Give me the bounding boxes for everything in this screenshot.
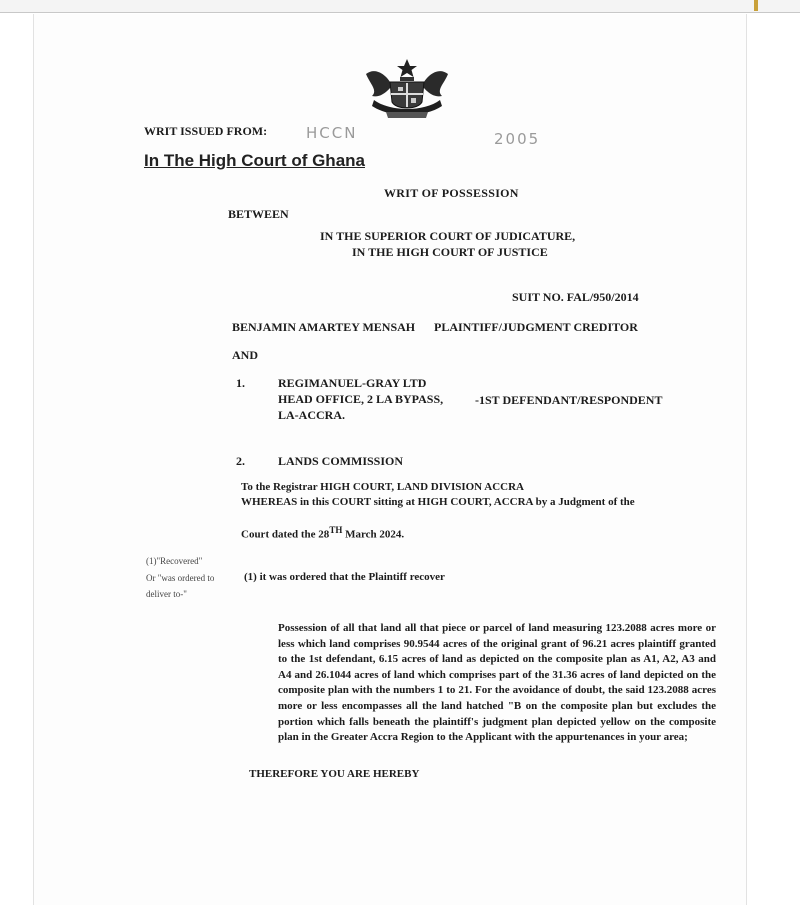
judgment-date-line (241, 525, 404, 541)
and-label: AND (232, 348, 258, 362)
top-edge-strip (0, 0, 800, 13)
defendant-1-number: 1. (236, 376, 245, 390)
coat-of-arms-icon (360, 56, 454, 122)
document-page (34, 14, 746, 905)
top-edge-marker (754, 0, 758, 11)
writ-issued-from-label: WRIT ISSUED FROM: (144, 124, 268, 138)
ordered-line: (1) it was ordered that the Plaintiff recover (244, 571, 445, 583)
handwritten-court-code: HCCN (306, 124, 358, 142)
closing-line: THEREFORE YOU ARE HEREBY (249, 768, 420, 780)
margin-note-3: deliver to-" (146, 589, 187, 599)
court-line-2: IN THE HIGH COURT OF JUSTICE (352, 245, 548, 259)
addressee-line: To the Registrar HIGH COURT, LAND DIVISION ACCRA (241, 481, 524, 493)
handwritten-number: 2005 (494, 130, 541, 148)
defendant-1-line-1: REGIMANUEL-GRAY LTD (278, 376, 427, 390)
suit-number: SUIT NO. FAL/950/2014 (512, 290, 639, 304)
defendant-1-role: -1ST DEFENDANT/RESPONDENT (475, 393, 663, 407)
judgment-date-prefix: Court dated the 28 (241, 528, 330, 541)
defendant-1-line-2: HEAD OFFICE, 2 LA BYPASS, (278, 392, 444, 406)
court-line-1: IN THE SUPERIOR COURT OF JUDICATURE, (320, 229, 576, 243)
between-label: BETWEEN (228, 207, 289, 221)
defendant-1-line-3: LA-ACCRA. (278, 408, 345, 422)
judgment-date-superscript: TH (329, 525, 343, 535)
possession-paragraph-text: Possession of all that land all that piece or parcel of land measuring 123.2088 acres more or less which land comprises 90.9544 acres of the original grant of 96.21 acres plaintiff granted to the 1st defendant, 6.15 acres of land as depicted on the composite plan as A1, A2, A3 and A4 and 26.1044 acres of land which comprises part of the 31.36 acres of land depicted on the composite plan with the numbers 1 to 21. For the avoidance of doubt, the said 123.2088 acres more or less encompasses all the land hatched "B on the composite plan but excludes the portion which falls beneath the plaintiff's judgment plan depicted yellow on the composite plan in the Greater Accra Region to the Applicant with the appurtenances in your area; (278, 622, 716, 744)
court-banner: In The High Court of Ghana (144, 151, 365, 170)
defendant-2-name: LANDS COMMISSION (278, 454, 404, 468)
possession-paragraph (278, 621, 716, 746)
plaintiff-role: PLAINTIFF/JUDGMENT CREDITOR (434, 320, 638, 334)
margin-note-2: Or "was ordered to (146, 573, 215, 583)
defendant-2-number: 2. (236, 454, 245, 468)
document-title: WRIT OF POSSESSION (384, 186, 519, 200)
judgment-date-suffix: March 2024. (342, 528, 405, 541)
whereas-line: WHEREAS in this COURT sitting at HIGH COURT, ACCRA by a Judgment of the (241, 496, 635, 508)
margin-note-1: (1)"Recovered" (146, 556, 203, 566)
plaintiff-name: BENJAMIN AMARTEY MENSAH (232, 320, 416, 334)
